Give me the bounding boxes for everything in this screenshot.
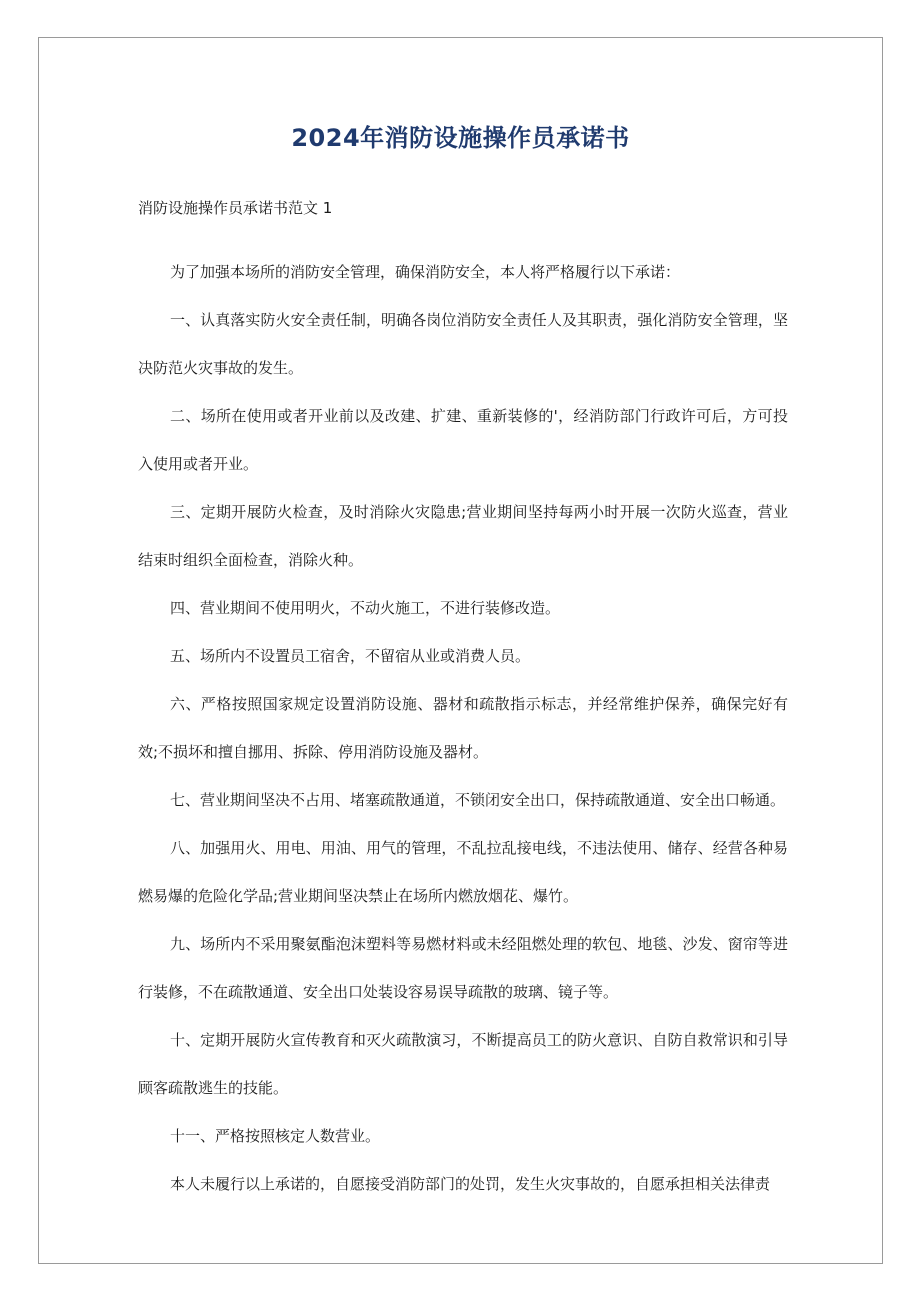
commitment-item-5: 五、场所内不设置员工宿舍，不留宿从业或消费人员。	[170, 647, 531, 665]
intro-paragraph: 为了加强本场所的消防安全管理，确保消防安全，本人将严格履行以下承诺：	[170, 263, 681, 281]
closing-paragraph: 本人未履行以上承诺的，自愿接受消防部门的处罚，发生火灾事故的，自愿承担相关法律责	[170, 1175, 771, 1193]
commitment-item-6: 六、严格按照国家规定设置消防设施、器材和疏散指示标志，并经常维护保养，确保完好有效;不损坏和擅自挪用、拆除、停用消防设施及器材。	[138, 695, 788, 761]
commitment-item-2: 二、场所在使用或者开业前以及改建、扩建、重新装修的'，经消防部门行政许可后，方可投入使用或者开业。	[138, 407, 788, 473]
commitment-item-1: 一、认真落实防火安全责任制，明确各岗位消防安全责任人及其职责，强化消防安全管理，坚决防范火灾事故的发生。	[138, 311, 788, 377]
commitment-item-4: 四、营业期间不使用明火，不动火施工，不进行装修改造。	[170, 599, 561, 617]
commitment-item-8: 八、加强用火、用电、用油、用气的管理，不乱拉乱接电线，不违法使用、储存、经营各种易燃易爆的危险化学品;营业期间坚决禁止在场所内燃放烟花、爆竹。	[138, 839, 788, 905]
commitment-item-10: 十、定期开展防火宣传教育和灭火疏散演习，不断提高员工的防火意识、自防自救常识和引导顾客疏散逃生的技能。	[138, 1031, 788, 1097]
commitment-item-7: 七、营业期间坚决不占用、堵塞疏散通道，不锁闭安全出口，保持疏散通道、安全出口畅通。	[170, 791, 786, 809]
document-title: 2024年消防设施操作员承诺书	[291, 124, 630, 152]
commitment-item-3: 三、定期开展防火检查，及时消除火灾隐患;营业期间坚持每两小时开展一次防火巡查，营业结束时组织全面检查，消除火种。	[138, 503, 788, 569]
document-subtitle: 消防设施操作员承诺书范文 1	[138, 199, 333, 217]
document-body	[138, 196, 788, 1208]
commitment-item-9: 九、场所内不采用聚氨酯泡沫塑料等易燃材料或未经阻燃处理的软包、地毯、沙发、窗帘等进行装修，不在疏散通道、安全出口处装设容易误导疏散的玻璃、镜子等。	[138, 935, 788, 1001]
commitment-item-11: 十一、严格按照核定人数营业。	[170, 1127, 381, 1145]
